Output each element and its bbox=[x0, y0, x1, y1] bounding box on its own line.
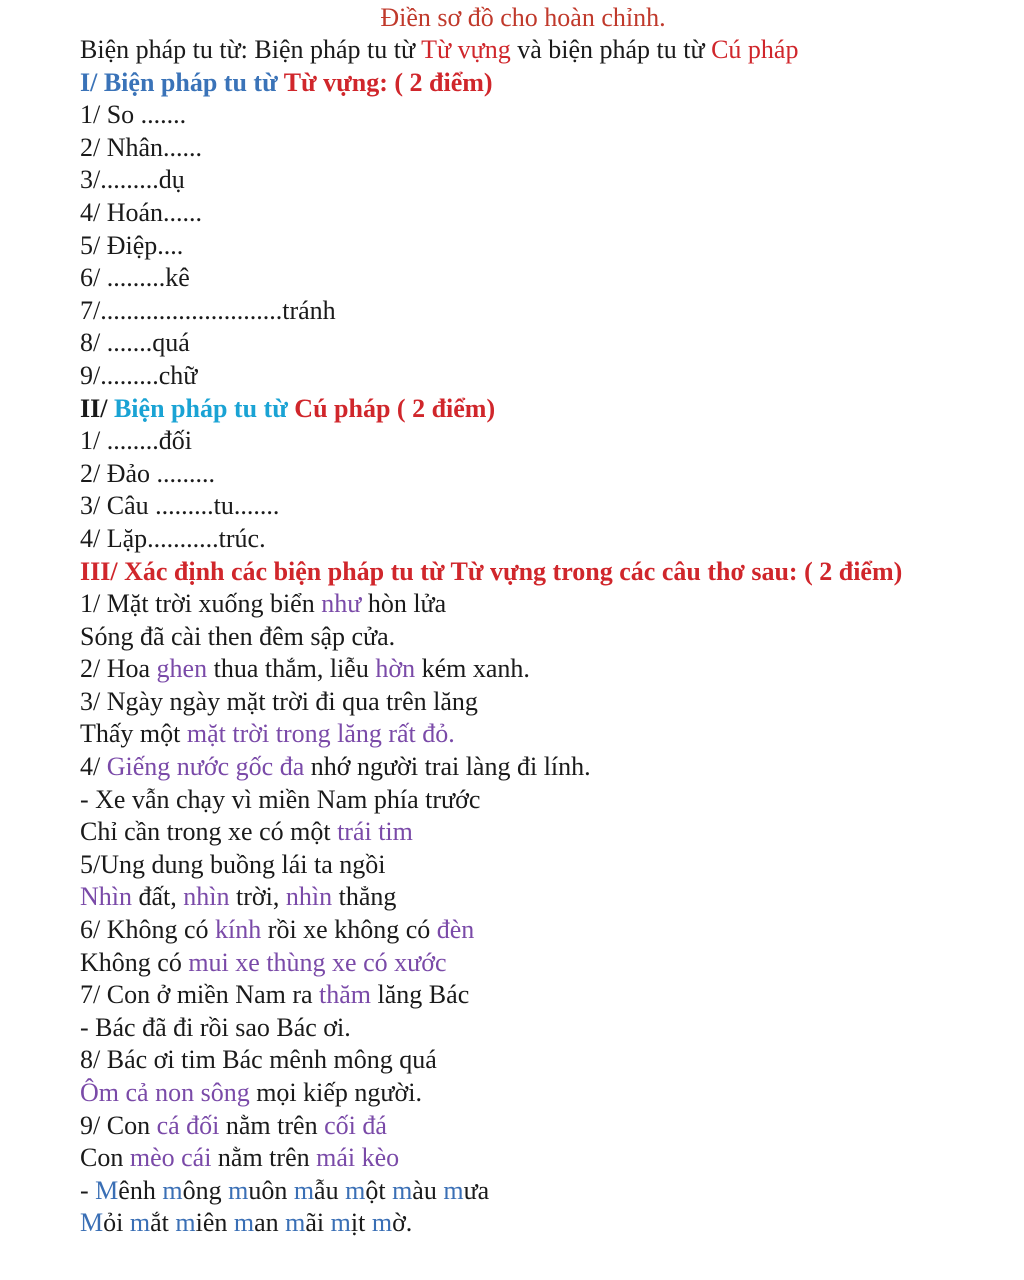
section2-item: 2/ Đảo ......... bbox=[80, 458, 216, 488]
section1-heading-prefix: I/ Biện pháp tu từ bbox=[80, 67, 284, 97]
poem-text: àu bbox=[412, 1175, 444, 1205]
section2-item: 3/ Câu .........tu....... bbox=[80, 491, 280, 521]
poem-line bbox=[80, 979, 960, 1012]
highlighted-phrase: M bbox=[95, 1175, 119, 1205]
poem-text: ưa bbox=[463, 1175, 490, 1205]
intro-prefix: Biện pháp tu từ: Biện pháp tu từ bbox=[80, 35, 422, 64]
highlighted-phrase: m bbox=[371, 1208, 393, 1238]
section3-heading: III/ Xác định các biện pháp tu từ Từ vựng trong các câu thơ sau: ( 2 điểm) bbox=[80, 556, 903, 586]
highlighted-phrase: cá đối bbox=[156, 1110, 220, 1140]
poem-text: đất, bbox=[132, 882, 184, 912]
poem-text: Sóng đã cài then đêm sập cửa. bbox=[80, 621, 396, 651]
highlighted-phrase: thăm bbox=[319, 980, 372, 1010]
poem-line bbox=[80, 653, 960, 686]
poem-text: ỏi bbox=[103, 1208, 130, 1238]
poem-text: nằm trên bbox=[211, 1143, 317, 1173]
poem-text: 8/ Bác ơi tim Bác mênh mông quá bbox=[80, 1045, 437, 1075]
highlighted-phrase: cối đá bbox=[324, 1110, 387, 1140]
poem-line bbox=[80, 849, 960, 882]
section1-list bbox=[80, 99, 960, 392]
poem-line bbox=[80, 621, 960, 654]
section1-heading bbox=[80, 67, 960, 100]
section3-poem-lines bbox=[80, 588, 960, 1240]
poem-text: 7/ Con ở miền Nam ra bbox=[80, 980, 320, 1010]
section1-item: 3/.........dụ bbox=[80, 165, 185, 195]
poem-text: iên bbox=[195, 1208, 234, 1238]
highlighted-phrase: trái tim bbox=[337, 817, 413, 847]
poem-line bbox=[80, 751, 960, 784]
section2-heading-prefix: Biện pháp tu từ bbox=[113, 393, 295, 423]
poem-text: Thấy một bbox=[80, 719, 187, 749]
poem-text: nhớ người trai làng đi lính. bbox=[304, 752, 591, 782]
poem-text: ờ. bbox=[392, 1208, 413, 1238]
poem-text: - bbox=[80, 1175, 96, 1205]
section1-heading-topic: Từ vựng: ( 2 điểm) bbox=[283, 67, 493, 97]
section2-item: 4/ Lặp...........trúc. bbox=[80, 523, 266, 553]
poem-text: ắt bbox=[150, 1208, 176, 1238]
section2-heading-topic: Cú pháp ( 2 điểm) bbox=[294, 393, 496, 423]
poem-text: ẫu bbox=[314, 1175, 346, 1205]
highlighted-phrase: kính bbox=[215, 915, 262, 945]
section1-item: 6/ .........kê bbox=[80, 263, 190, 293]
highlighted-phrase: m bbox=[228, 1175, 249, 1205]
poem-text: an bbox=[254, 1208, 286, 1238]
poem-line bbox=[80, 914, 960, 947]
poem-text: 9/ Con bbox=[80, 1110, 157, 1140]
poem-text: Không có bbox=[80, 947, 189, 977]
poem-line bbox=[80, 718, 960, 751]
section1-item: 2/ Nhân...... bbox=[80, 132, 203, 162]
highlighted-phrase: M bbox=[80, 1208, 104, 1238]
poem-text: 4/ bbox=[80, 752, 107, 782]
section1-item: 4/ Hoán...... bbox=[80, 197, 203, 227]
section1-item: 1/ So ....... bbox=[80, 100, 187, 130]
highlighted-phrase: m bbox=[443, 1175, 464, 1205]
poem-line bbox=[80, 784, 960, 817]
poem-text: 6/ Không có bbox=[80, 915, 216, 945]
poem-text: rồi xe không có bbox=[261, 915, 437, 945]
poem-line bbox=[80, 1142, 960, 1175]
poem-text: ịt bbox=[350, 1208, 372, 1238]
highlighted-phrase: m bbox=[285, 1208, 306, 1238]
section2-list bbox=[80, 425, 960, 555]
section1-item: 8/ .......quá bbox=[80, 328, 190, 358]
poem-line bbox=[80, 1012, 960, 1045]
poem-text: - Xe vẫn chạy vì miền Nam phía trước bbox=[80, 784, 481, 814]
poem-text: thẳng bbox=[332, 882, 397, 912]
highlighted-phrase: mui xe thùng xe có xước bbox=[188, 947, 447, 977]
section1-item: 9/.........chữ bbox=[80, 360, 198, 390]
poem-line bbox=[80, 588, 960, 621]
highlighted-phrase: m bbox=[330, 1208, 351, 1238]
highlighted-phrase: m bbox=[175, 1208, 196, 1238]
section1-item: 7/............................tránh bbox=[80, 295, 336, 325]
poem-line bbox=[80, 1044, 960, 1077]
highlighted-phrase: m bbox=[392, 1175, 413, 1205]
poem-text: 2/ Hoa bbox=[80, 654, 157, 684]
poem-text: ãi bbox=[305, 1208, 331, 1238]
page-title: Điền sơ đồ cho hoàn chỉnh. bbox=[380, 3, 666, 32]
highlighted-phrase: Giếng nước gốc đa bbox=[106, 752, 305, 782]
poem-line bbox=[80, 1110, 960, 1143]
highlighted-phrase: Nhìn bbox=[80, 882, 132, 912]
poem-text: ông bbox=[182, 1175, 229, 1205]
poem-text: ênh bbox=[118, 1175, 163, 1205]
poem-line bbox=[80, 816, 960, 849]
highlighted-phrase: mèo cái bbox=[129, 1143, 212, 1173]
intro-term-vocab: Từ vựng bbox=[421, 35, 511, 64]
poem-text: mọi kiếp người. bbox=[249, 1078, 422, 1107]
poem-text: ột bbox=[365, 1175, 393, 1205]
intro-mid: và biện pháp tu từ bbox=[510, 35, 712, 64]
poem-text: uôn bbox=[248, 1175, 294, 1205]
highlighted-phrase: mái kèo bbox=[316, 1143, 400, 1173]
section1-item: 5/ Điệp.... bbox=[80, 230, 184, 260]
highlighted-phrase: như bbox=[321, 589, 362, 619]
poem-text: hòn lửa bbox=[361, 589, 447, 619]
section2-heading bbox=[80, 393, 960, 426]
highlighted-phrase: nhìn bbox=[183, 882, 230, 912]
poem-text: - Bác đã đi rồi sao Bác ơi. bbox=[80, 1012, 351, 1042]
highlighted-phrase: mặt trời trong lăng rất đỏ. bbox=[186, 719, 455, 749]
poem-text: nằm trên bbox=[219, 1110, 325, 1140]
highlighted-phrase: m bbox=[129, 1208, 151, 1238]
highlighted-phrase: Ôm cả non sông bbox=[80, 1078, 250, 1107]
section2-item: 1/ ........đối bbox=[80, 426, 192, 456]
poem-text: Con bbox=[80, 1143, 130, 1173]
poem-text: thua thắm, liễu bbox=[207, 654, 376, 684]
highlighted-phrase: nhìn bbox=[285, 882, 333, 912]
poem-text: 1/ Mặt trời xuống biển bbox=[80, 589, 322, 619]
poem-line bbox=[80, 1207, 960, 1240]
highlighted-phrase: m bbox=[233, 1208, 255, 1238]
highlighted-phrase: ghen bbox=[156, 654, 208, 684]
highlighted-phrase: m bbox=[345, 1175, 366, 1205]
poem-text: kém xanh. bbox=[415, 654, 530, 684]
poem-text: lăng Bác bbox=[371, 980, 470, 1010]
poem-line bbox=[80, 881, 960, 914]
intro-term-syntax: Cú pháp bbox=[711, 35, 799, 64]
poem-text: 3/ Ngày ngày mặt trời đi qua trên lăng bbox=[80, 686, 478, 716]
poem-text: Chỉ cần trong xe có một bbox=[80, 817, 338, 847]
poem-text: 5/Ung dung buồng lái ta ngồi bbox=[80, 849, 386, 879]
highlighted-phrase: đèn bbox=[436, 915, 475, 945]
highlighted-phrase: hờn bbox=[375, 654, 416, 684]
poem-line bbox=[80, 1077, 960, 1110]
section2-heading-number: II/ bbox=[80, 393, 114, 423]
document-body bbox=[80, 34, 960, 1240]
highlighted-phrase: m bbox=[162, 1175, 183, 1205]
poem-line bbox=[80, 1175, 960, 1208]
intro-line bbox=[80, 34, 960, 67]
poem-line bbox=[80, 686, 960, 719]
highlighted-phrase: m bbox=[293, 1175, 315, 1205]
poem-text: trời, bbox=[229, 882, 286, 912]
poem-line bbox=[80, 947, 960, 980]
